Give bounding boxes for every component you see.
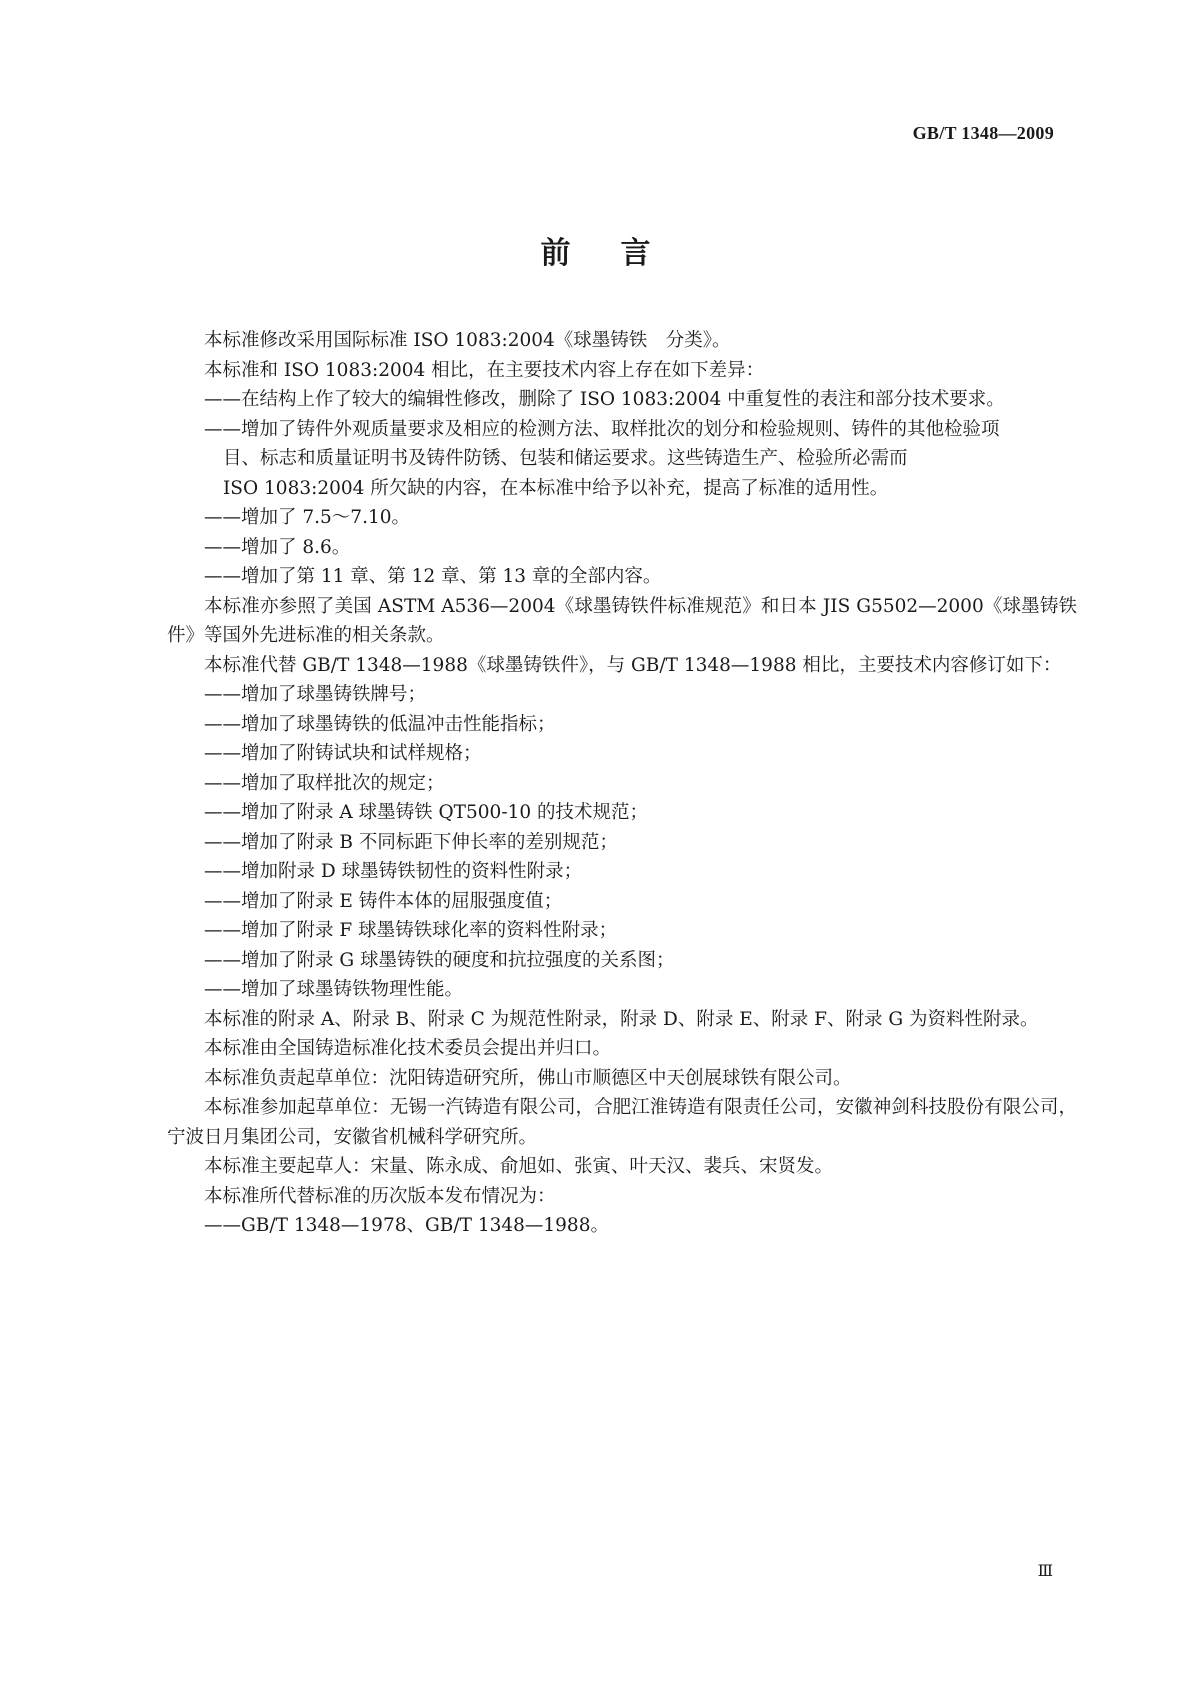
foreword-body [167,326,1077,1241]
dash-item: ——增加了 7.5～7.10。 [204,507,410,528]
dash-item: ——增加了附录 A 球墨铸铁 QT500-10 的技术规范； [204,802,648,823]
dash-item: ——增加了附铸试块和试样规格； [204,743,482,764]
dash-item: ——增加了铸件外观质量要求及相应的检测方法、取样批次的划分和检验规则、铸件的其他检验项 [204,418,1000,440]
dash-item-continuation: ISO 1083:2004 所欠缺的内容，在本标准中给予以补充，提高了标准的适用性。 [223,477,889,499]
dash-item: ——增加了 8.6。 [204,536,351,558]
title-char-1: 前 [540,236,571,271]
page-number: Ⅲ [1037,1563,1053,1580]
dash-item: ——增加了取样批次的规定； [204,772,445,794]
dash-item: ——增加了附录 F 球墨铸铁球化率的资料性附录； [204,920,618,941]
dash-item: ——增加了附录 E 铸件本体的屈服强度值； [204,890,563,912]
dash-item: ——增加了附录 B 不同标距下伸长率的差别规范； [204,831,618,853]
paragraph: 本标准的附录 A、附录 B、附录 C 为规范性附录，附录 D、附录 E、附录 F、附录 G 为资料性附录。 [204,1008,1039,1030]
paragraph: 本标准亦参照了美国 ASTM A536—2004《球墨铸铁件标准规范》和日本 JIS G5502—2000《球墨铸铁件》等国外先进标准的相关条款。 [167,595,1077,646]
dash-item: ——增加了第 11 章、第 12 章、第 13 章的全部内容。 [204,566,662,587]
dash-item: ——GB/T 1348—1978、GB/T 1348—1988。 [204,1215,609,1236]
title-char-2: 言 [620,236,651,271]
dash-item: ——在结构上作了较大的编辑性修改，删除了 ISO 1083:2004 中重复性的表注和部分技术要求。 [204,389,1005,410]
dash-item: ——增加了球墨铸铁的低温冲击性能指标； [204,713,556,735]
paragraph: 本标准和 ISO 1083:2004 相比，在主要技术内容上存在如下差异： [204,359,765,381]
dash-item: ——增加附录 D 球墨铸铁韧性的资料性附录； [204,861,583,882]
page-title [0,228,1191,272]
paragraph: 本标准负责起草单位：沈阳铸造研究所，佛山市顺德区中天创展球铁有限公司。 [204,1067,852,1089]
paragraph: 本标准修改采用国际标准 ISO 1083:2004《球墨铸铁 分类》。 [204,330,731,351]
paragraph: 本标准主要起草人：宋量、陈永成、俞旭如、张寅、叶天汉、裴兵、宋贤发。 [204,1156,834,1177]
paragraph: 本标准所代替标准的历次版本发布情况为： [204,1185,556,1207]
paragraph: 本标准参加起草单位：无锡一汽铸造有限公司，合肥江淮铸造有限责任公司，安徽神剑科技股份有限公司，宁波日月集团公司，安徽省机械科学研究所。 [167,1097,1077,1148]
dash-item-continuation: 目、标志和质量证明书及铸件防锈、包装和储运要求。这些铸造生产、检验所必需而 [223,448,908,469]
dash-item: ——增加了球墨铸铁物理性能。 [204,979,464,1000]
paragraph: 本标准由全国铸造标准化技术委员会提出并归口。 [204,1038,612,1059]
dash-item: ——增加了球墨铸铁牌号； [204,684,427,705]
standard-code: GB/T 1348—2009 [912,123,1054,143]
dash-item: ——增加了附录 G 球墨铸铁的硬度和抗拉强度的关系图； [204,949,675,971]
paragraph: 本标准代替 GB/T 1348—1988《球墨铸铁件》，与 GB/T 1348—1988 相比，主要技术内容修订如下： [204,654,1062,676]
